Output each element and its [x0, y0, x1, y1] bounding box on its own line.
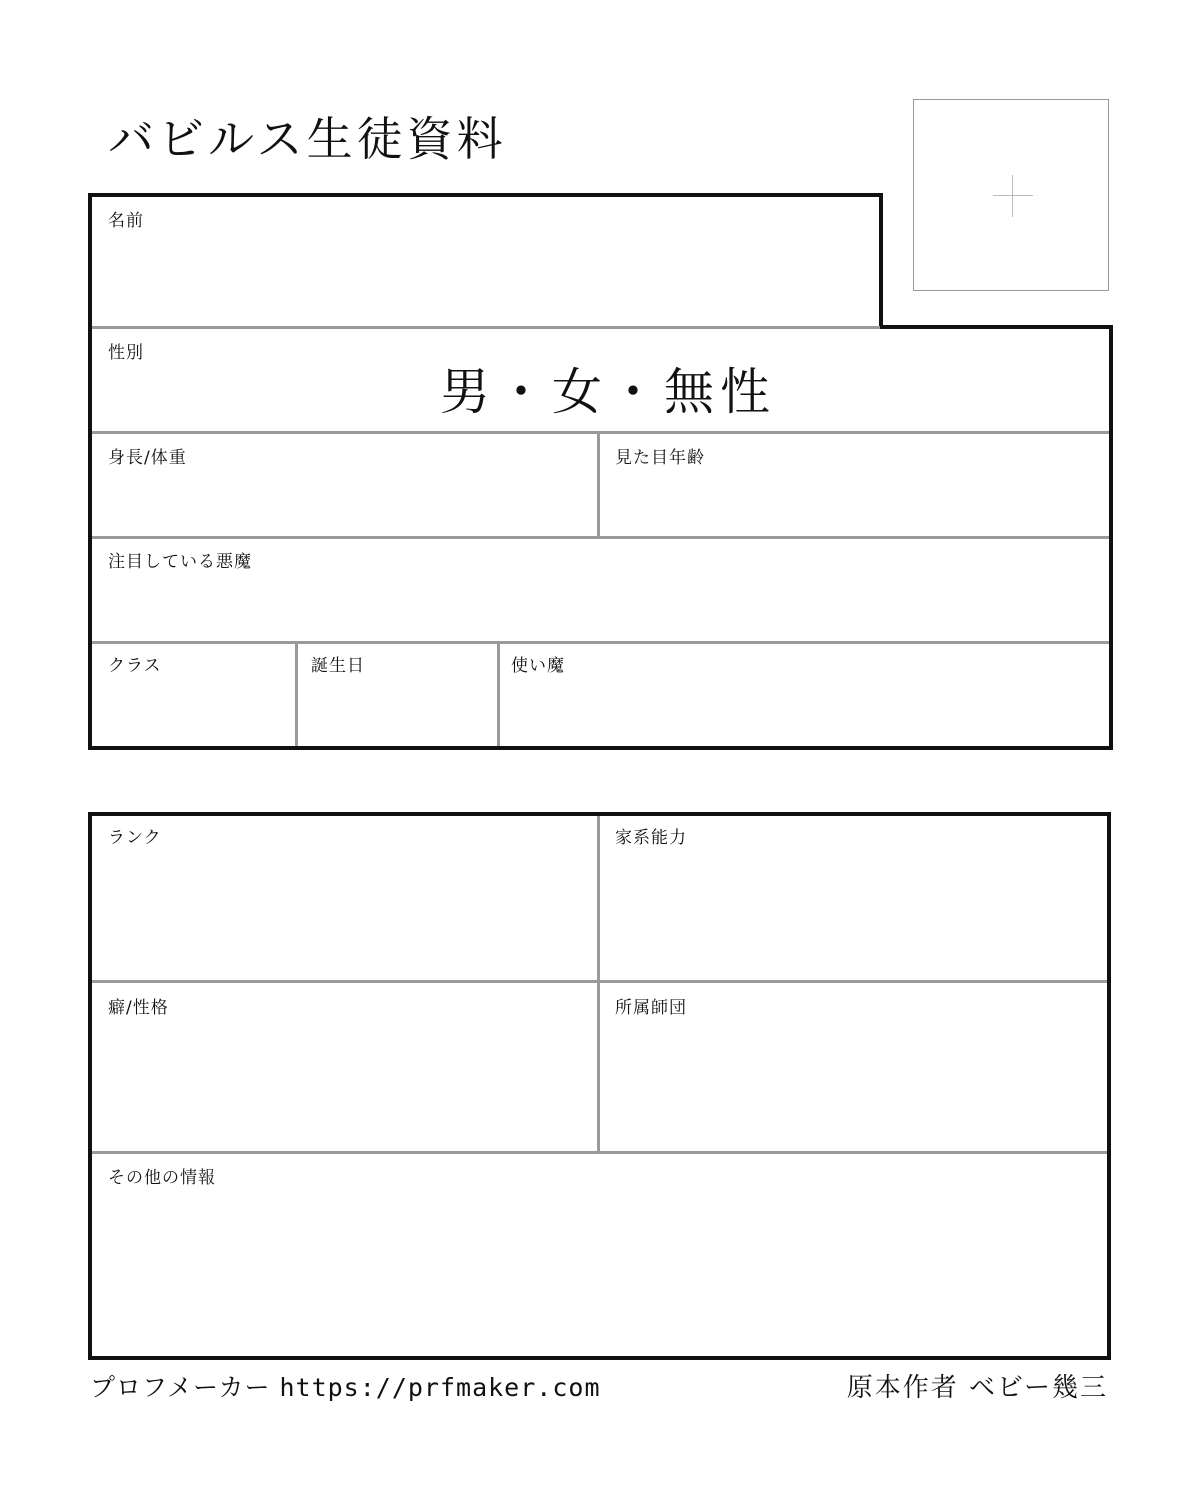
- maker-label: プロフメーカー: [90, 1373, 271, 1402]
- divider: [92, 641, 1109, 644]
- divider: [597, 434, 600, 536]
- divider: [497, 644, 500, 746]
- divider: [92, 1151, 1107, 1154]
- family-ability-field-label: 家系能力: [615, 828, 687, 848]
- apparent-age-field-label: 見た目年齢: [615, 448, 705, 468]
- divider: [92, 431, 1109, 434]
- divider: [92, 536, 1109, 539]
- familiar-field-label: 使い魔: [511, 656, 565, 676]
- rank-field-label: ランク: [108, 828, 162, 848]
- maker-url-link[interactable]: https://prfmaker.com: [279, 1373, 601, 1402]
- affiliation-field-label: 所属師団: [615, 998, 687, 1018]
- plus-icon-vertical: [1012, 175, 1013, 217]
- page-title: バビルス生徒資料: [108, 112, 507, 166]
- footer-maker: [90, 1373, 601, 1403]
- gender-field-label: 性別: [108, 343, 144, 363]
- divider: [92, 326, 880, 329]
- border: [88, 1356, 1111, 1360]
- height-weight-field-label: 身長/体重: [108, 448, 187, 468]
- class-field-label: クラス: [108, 656, 162, 676]
- border: [1109, 325, 1113, 750]
- plus-icon: [993, 195, 1033, 196]
- border: [1107, 812, 1111, 1360]
- birthday-field-label: 誕生日: [311, 656, 365, 676]
- name-field[interactable]: [92, 197, 879, 326]
- border: [88, 746, 1113, 750]
- border: [879, 325, 1113, 329]
- other-info-field-label: その他の情報: [108, 1168, 216, 1188]
- original-author-credit: 原本作者 ベビー幾三: [846, 1373, 1108, 1403]
- notable-demon-field-label: 注目している悪魔: [108, 552, 252, 572]
- gender-options[interactable]: 男・女・無性: [440, 363, 776, 421]
- divider: [597, 816, 600, 1151]
- divider: [295, 644, 298, 746]
- name-field-label: 名前: [108, 211, 144, 231]
- border: [88, 812, 92, 1360]
- habits-personality-field-label: 癖/性格: [108, 998, 169, 1018]
- border: [879, 193, 883, 329]
